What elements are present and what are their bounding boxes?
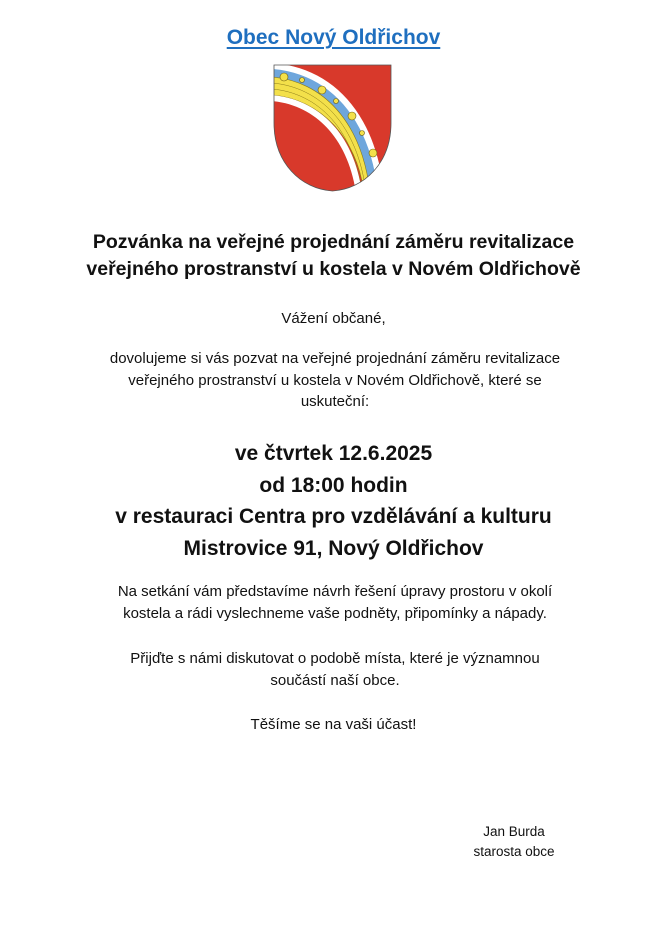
paragraph-line: kostela a rádi vyslechneme vaše podněty, připomínky a nápady. — [123, 604, 547, 622]
intro-line: uskuteční: — [300, 393, 370, 410]
paragraph-discussion — [80, 648, 590, 691]
event-address: Mistrovice 91, Nový Oldřichov — [183, 536, 484, 560]
paragraph-line: Na setkání vám představíme návrh řešení úpravy prostoru v okolí — [117, 583, 553, 600]
intro-paragraph — [80, 348, 590, 413]
paragraph-line: Přijďte s námi diskutovat o podobě místa, které je významnou — [130, 650, 540, 667]
signatory-name: Jan Burda — [483, 824, 545, 839]
event-time: od 18:00 hodin — [259, 473, 408, 497]
municipality-name-link[interactable]: Obec Nový Oldřichov — [226, 26, 441, 49]
intro-line: dovolujeme si vás pozvat na veřejné projednání záměru revitalizace — [109, 350, 561, 367]
event-details — [0, 438, 667, 564]
closing-line: Těšíme se na vaši účast! — [250, 716, 417, 733]
invitation-title — [0, 229, 667, 283]
paragraph-presentation — [80, 581, 590, 624]
signatory-role: starosta obce — [473, 844, 555, 859]
title-line: Pozvánka na veřejné projednání záměru revitalizace — [92, 231, 575, 253]
greeting: Vážení občané, — [281, 310, 386, 327]
intro-line: veřejného prostranství u kostela v Novém Oldřichově, které se — [128, 371, 542, 389]
coat-of-arms-icon — [272, 63, 393, 193]
title-line: veřejného prostranství u kostela v Novém Oldřichově — [86, 258, 581, 280]
paragraph-line: součástí naší obce. — [270, 671, 400, 689]
event-date: ve čtvrtek 12.6.2025 — [234, 442, 433, 465]
signature-block — [440, 822, 588, 862]
event-venue: v restauraci Centra pro vzdělávání a kulturu — [115, 505, 552, 528]
